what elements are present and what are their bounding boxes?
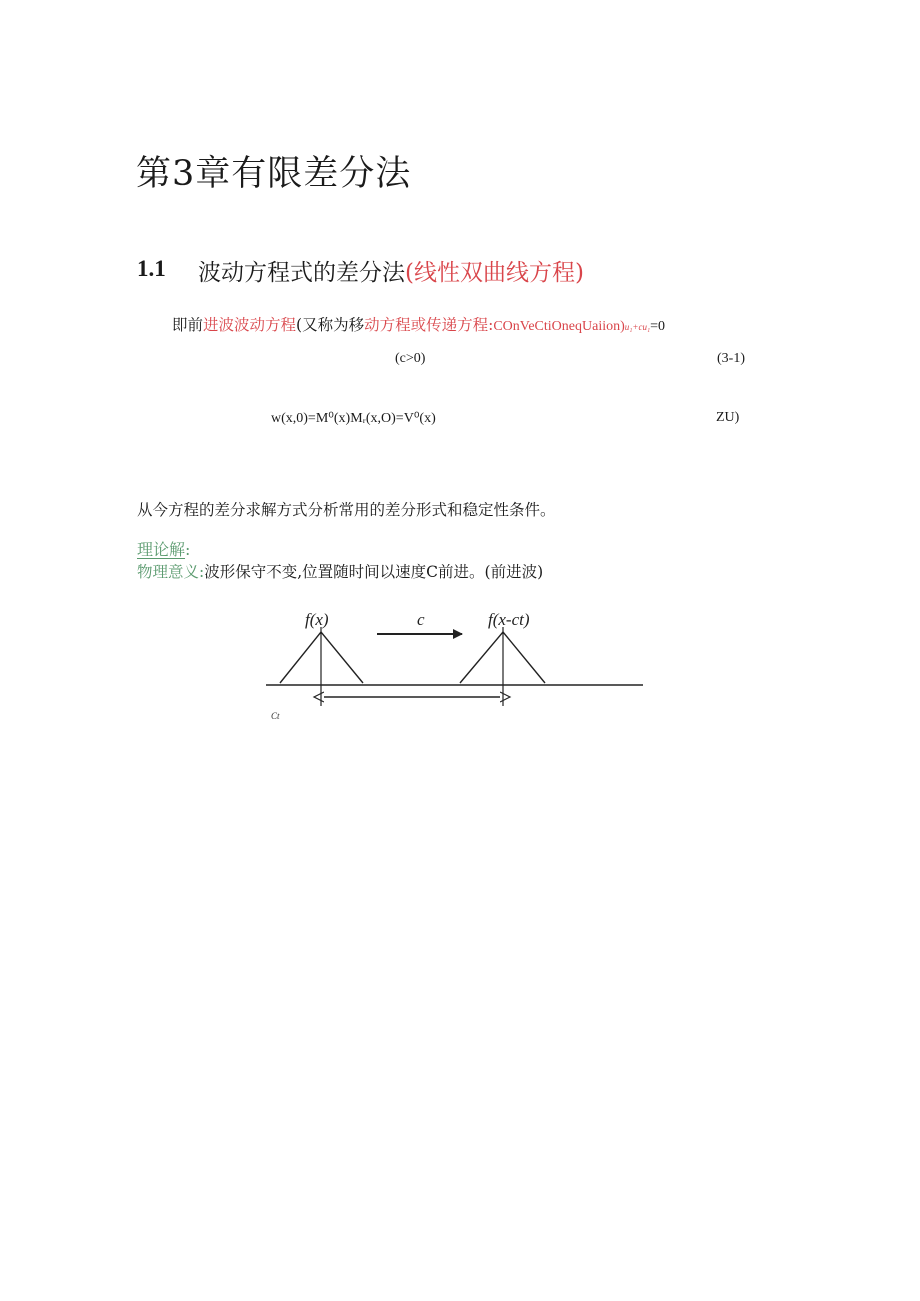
intro-subscript: u₁+cu₁ xyxy=(624,322,651,332)
theory-label: 理论解 xyxy=(137,540,186,559)
wave-diagram xyxy=(260,605,650,725)
intro-suffix: =0 xyxy=(650,319,665,334)
equation-condition: (c>0) xyxy=(395,351,426,366)
body-paragraph: 从今方程的差分求解方式分析常用的差分形式和稳定性条件。 xyxy=(137,501,556,519)
intro-line xyxy=(172,313,665,335)
initial-condition-equation: w(x,0)=M⁰(x)Mᵣ(x,O)=V⁰(x) xyxy=(271,411,436,426)
intro-red-1: 进波波动方程 xyxy=(203,316,297,334)
intro-red-2: 动方程或传递方程: xyxy=(364,316,494,334)
physics-label: 物理意义: xyxy=(137,563,205,581)
intro-latin-term: COnVeCtiOneqUaiion) xyxy=(493,319,625,334)
intro-prefix: 即前 xyxy=(172,316,204,334)
section-number: 1.1 xyxy=(137,256,166,281)
section-title-annotation: (线性双曲线方程) xyxy=(405,260,584,286)
chapter-title: 第3章有限差分法 xyxy=(136,154,412,194)
label-f-x-minus-ct: f(x-ct) xyxy=(488,610,530,629)
label-f-x: f(x) xyxy=(305,610,329,629)
theory-colon: : xyxy=(185,540,191,559)
label-velocity-c: c xyxy=(417,610,425,629)
physics-line xyxy=(137,560,543,582)
section-title xyxy=(198,254,584,287)
equation-number-2: ZU) xyxy=(716,410,740,425)
physics-text: 波形保守不变,位置随时间以速度C前进。(前进波) xyxy=(204,563,544,581)
equation-number-1: (3-1) xyxy=(717,351,745,366)
intro-mid: (又称为移 xyxy=(296,316,365,334)
section-title-main: 波动方程式的差分法 xyxy=(198,260,405,286)
theory-heading xyxy=(137,537,190,560)
label-ct: Ct xyxy=(271,711,280,721)
